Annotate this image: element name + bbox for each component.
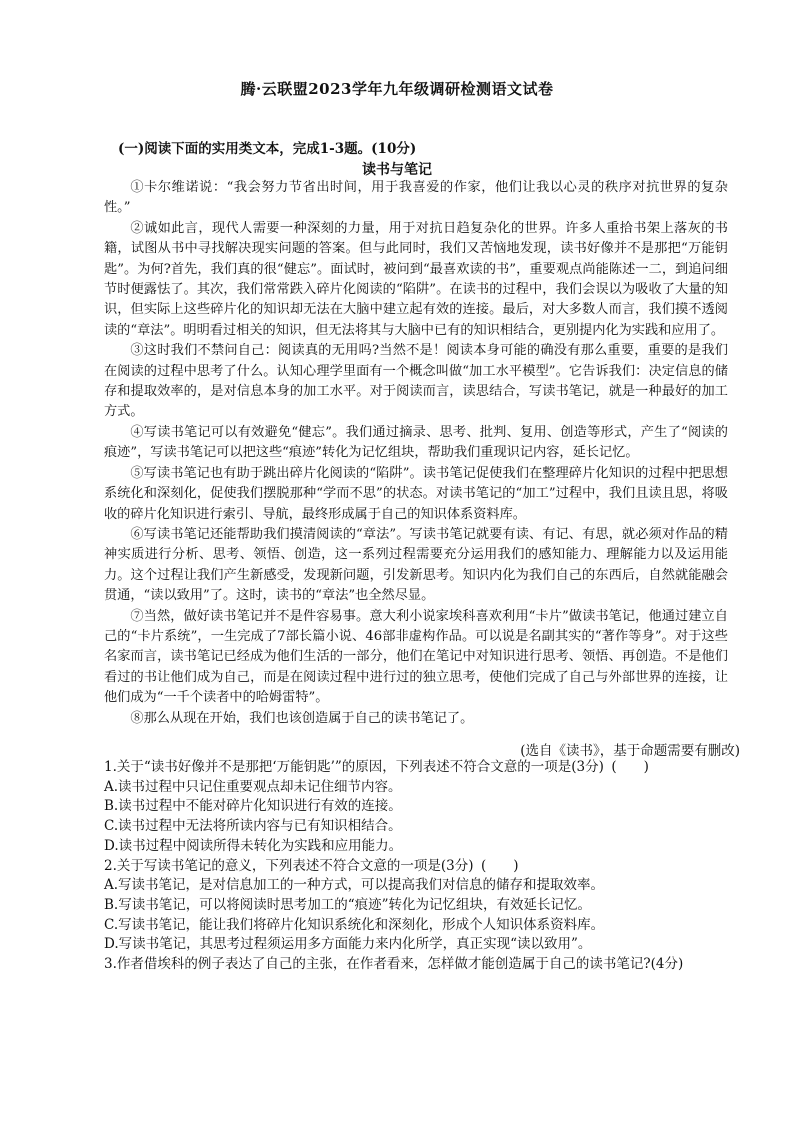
article-body [104,178,728,729]
paragraph-3: ③这时我们不禁问自己：阅读真的无用吗?当然不是！阅读本身可能的确没有那么重要，重要的是我们在阅读的过程中思考了什么。认知心理学里面有一个概念叫做“加工水平模型”。它告诉我们：决定信息的储存和提取效率的，是对信息本身的加工水平。对于阅读而言，读思结合，写读书笔记，就是一种最好的加工方式。 [104,343,728,420]
q1-option-b: B.读书过程中不能对碎片化知识进行有效的连接。 [104,798,402,815]
q2-option-d: D.写读书笔记，其思考过程须运用多方面能力来内化所学，真正实现“读以致用”。 [104,936,592,953]
q1-option-d: D.读书过程中阅读所得未转化为实践和应用能力。 [104,837,403,854]
question-1 [104,758,744,778]
questions [104,758,744,975]
question-1-stem: 1.关于“读书好像并不是那把‘万能钥匙’”的原因，下列表述不符合文意的一项是(3分) [104,759,604,775]
paragraph-5: ⑤写读书笔记也有助于跳出碎片化阅读的“陷阱”。读书笔记促使我们在整理碎片化知识的过程中把思想系统化和深刻化，促使我们摆脱那种“学而不思”的状态。对读书笔记的“加工”过程中，我们且读且思，将吸收的碎片化知识进行索引、导航，最终形成属于自己的知识体系资料库。 [104,465,728,522]
paragraph-4: ④写读书笔记可以有效避免“健忘”。我们通过摘录、思考、批判、复用、创造等形式，产生了“阅读的痕迹”，写读书笔记可以把这些“痕迹”转化为记忆组块，帮助我们重现识记内容，延长记忆。 [104,424,728,461]
paragraph-6: ⑥写读书笔记还能帮助我们摸清阅读的“章法”。写读书笔记就要有读、有记、有思，就必须对作品的精神实质进行分析、思考、领悟、创造，这一系列过程需要充分运用我们的感知能力、理解能力以及运用能力。这个过程让我们产生新感受，发现新问题，引发新思考。知识内化为我们自己的东西后，自然就能融会贯通，“读以致用”了。这时，读书的“章法”也全然尽显。 [104,526,728,604]
article-title: 读书与笔记 [362,162,432,178]
question-2 [104,857,744,877]
answer-blank-2[interactable]: ( ) [481,857,519,874]
q1-option-a: A.读书过程中只记住重要观点却未记住细节内容。 [104,778,402,795]
paragraph-7: ⑦当然，做好读书笔记并不是件容易事。意大利小说家埃科喜欢利用“卡片”做读书笔记，他通过建立自己的“卡片系统”，一生完成了7部长篇小说、46部非虚构作品。可以说是名副其实的“著作等身”。对于这些名家而言，读书笔记已经成为他们生活的一部分，他们在笔记中对知识进行思考、领悟、再创造。不是他们看过的书让他们成为自己，而是在阅读过程中进行过的独立思考，使他们完成了自己与外部世界的连接，让他们成为“一千个读者中的哈姆雷特”。 [104,608,728,706]
q2-option-a: A.写读书笔记，是对信息加工的一种方式，可以提高我们对信息的储存和提取效率。 [104,877,605,894]
source-note: (选自《读书》，基于命题需要有删改) [520,743,740,759]
paragraph-8: ⑧那么从现在开始，我们也该创造属于自己的读书笔记了。 [130,710,474,726]
question-3: 3.作者借埃科的例子表达了自己的主张，在作者看来，怎样做才能创造属于自己的读书笔记?(4分) [104,956,684,973]
answer-blank-1[interactable]: ( ) [611,759,649,775]
paragraph-2: ②诚如此言，现代人需要一种深刻的力量，用于对抗日趋复杂化的世界。许多人重拾书架上落灰的书籍，试图从书中寻找解决现实问题的答案。但与此同时，我们又苦恼地发现，读书好像并不是那把“万能钥匙”。为何?首先，我们真的很“健忘”。面试时，被问到“最喜欢读的书”，重要观点尚能陈述一二，到追问细节时便露怯了。其次，我们常常跌入碎片化阅读的“陷阱”。在读书的过程中，我们会误以为吸收了大量的知识，但实际上这些碎片化的知识却无法在大脑中建立起有效的连接。最后，对大多数人而言，我们摸不透阅读的“章法”。明明看过相关的知识，但无法将其与大脑中已有的知识相结合，更别提内化为实践和应用了。 [104,220,728,338]
paragraph-1: ①卡尔维诺说：“我会努力节省出时间，用于我喜爱的作家，他们让我以心灵的秩序对抗世界的复杂性。” [104,180,728,216]
q2-option-b: B.写读书笔记，可以将阅读时思考加工的“痕迹”转化为记忆组块，有效延长记忆。 [104,896,592,913]
exam-title: 腾·云联盟2023学年九年级调研检测语文试卷 [240,80,554,98]
q2-option-c: C.写读书笔记，能让我们将碎片化知识系统化和深刻化，形成个人知识体系资料库。 [104,916,605,933]
section-heading: (一)阅读下面的实用类文本，完成1-3题。(10分) [118,141,417,157]
q1-option-c: C.读书过程中无法将所读内容与已有知识相结合。 [104,818,402,835]
question-2-stem: 2.关于写读书笔记的意义，下列表述不符合文意的一项是(3分) [104,857,474,874]
